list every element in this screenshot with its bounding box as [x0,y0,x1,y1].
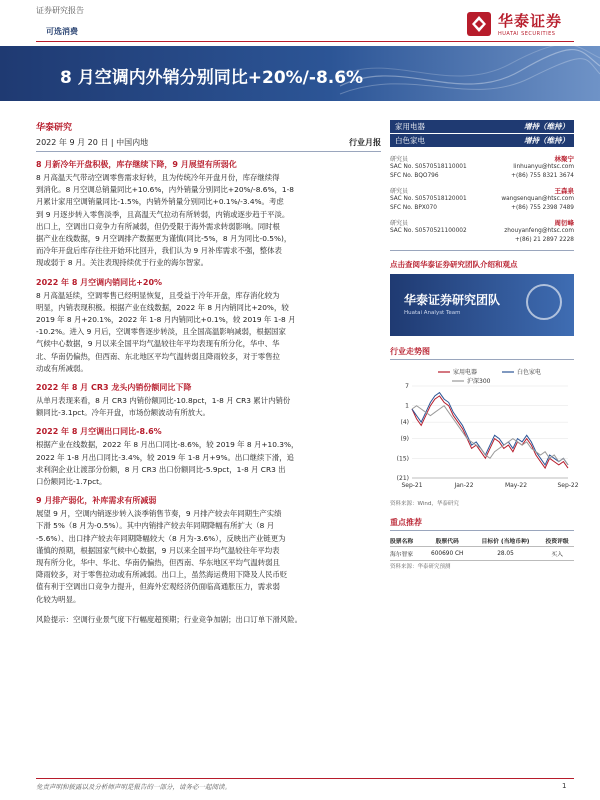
banner-subheading: Huatai Analyst Team [404,310,461,316]
analyst-card [390,218,574,245]
section-line: 而冷年开盘后库存往往开始环比回升，我们认为 9 月补库需求不强，整体表 [36,246,282,256]
analyst-sfc: SFC No. BPX070 [390,205,437,211]
section-heading: 9 月排产弱化，补库需求有所减弱 [36,496,157,506]
y-tick-label: (9) [400,435,409,443]
legend-label: 沪深300 [467,378,491,385]
section-body [36,395,381,419]
section-line: 根据产业在线数据，2022 年 8 月出口同比-8.6%，较 2019 年 8 月+10.3%， [36,440,299,450]
report-region: 中国内地 [116,138,149,147]
section-line: 现有所分化，华中、华北、华南仍偏热，但西南、华东地区平均气温转弱且 [36,558,280,568]
table-row [390,547,574,561]
report-title: 8 月空调内外销分别同比+20%/-8.6% [60,68,364,88]
sidebar [390,120,579,570]
legend-label: 白色家电 [517,369,542,376]
meta-row: 2022 年 9 月 20 日 | 中国内地 行业月报 [36,137,381,152]
report-type: 行业月报 [349,138,381,147]
section-body [36,290,381,375]
section-line: 下滑 5%（8 月为-0.5%）。其中内销排产较去年同期降幅有所扩大（8 月 [36,521,275,531]
disclaimer: 免责声明和披露以及分析师声明是报告的一部分，请务必一起阅读。 [36,783,231,791]
section-line: 现或弱于 8 月。关注表现持续优于行业的海尔智家。 [36,258,208,268]
section-body [36,172,381,270]
banner-heading: 华泰证券研究团队 [404,293,501,307]
section-line: 化较为明显。 [36,594,81,604]
section-line: 8 月高温天气带动空调零售需求好转，且为传统冷年开盘月份，库存继续得 [36,173,280,182]
logo-en: HUATAI SECURITIES [498,31,556,37]
section-body [36,439,381,488]
y-tick-label: 1 [405,402,409,410]
analyst-email[interactable]: linhuanyu@htsc.com [513,164,574,170]
wave-decoration-icon [340,46,600,101]
section-heading: 2022 年 8 月空调内销同比+20% [36,277,163,287]
y-tick-label: (4) [400,419,409,427]
research-team-banner[interactable] [390,274,574,336]
rec-header-cell: 股票代码 [435,539,459,545]
series-line-2 [412,406,568,465]
analyst-sac: SAC No. S0570521100002 [390,228,467,234]
section-line: 2019 年 8 月+20.1%，2022 年 1-8 月内销同比+0.1%，较 2019 年 1-8 月 [36,315,296,325]
rating-sector: 家用电器 [395,122,425,131]
analyst-role: 研究员 [390,156,409,163]
section-line: 月累计家用空调销量同比-1.5%，内销外销量分别同比+0.1%/-3.4%。考虑 [36,197,284,207]
analyst-sac: SAC No. S0570518120001 [390,196,467,202]
rec-header-row [390,535,574,547]
section-line: 到 9 月逐步转入零售淡季，且高温天气拉动有所转弱，内销或逐步趋于平淡。 [36,209,290,219]
x-tick-label: Sep-21 [401,482,423,489]
x-tick-label: Jan-22 [454,482,474,489]
analyst-email[interactable]: wangsenquan@htsc.com [501,196,574,202]
section [36,277,381,375]
rec-title: 重点推荐 [390,517,574,531]
analyst-phone: +(86) 21 2897 2228 [514,237,574,243]
main-column [36,120,381,625]
analyst-card [390,186,574,213]
analyst-name: 王森泉 [554,187,574,195]
sector-tag: 可选消费 [46,27,78,36]
recommendation-table [390,535,574,561]
analyst-head [390,218,574,227]
legend-label: 家用电器 [453,369,478,376]
section-line: 降雨较多，对于零售拉动或有所减弱。出口上，虽然海运费用下降及人民币贬 [36,570,288,580]
section-line: 出口上，空调出口竞争力有所减弱，但仍受限于海外需求转弱影响。同时根 [36,221,280,231]
banner-globe-icon [526,284,562,320]
trend-title: 行业走势图 [390,346,574,360]
trend-source: 资料来源：Wind，华泰研究 [390,501,459,507]
ratings [390,120,574,147]
risk-note: 风险提示：空调行业景气度下行幅度超预期；行业竞争加剧；出口订单下滑风险。 [36,614,303,624]
logo-cn: 华泰证券 [498,12,563,30]
rec-header-cell: 目标价 (当地币种) [481,539,530,545]
analyst-role: 研究员 [390,188,409,195]
rating-value: 增持（维持） [524,136,569,145]
sections [36,159,381,606]
section-line: 据产业在线数据，9 月空调排产数据更为谨慎(同比-5%，8 月为同比-0.5%)， [36,234,292,244]
rating-row [390,120,574,133]
section-line: 求利润企业让渡部分份额，8 月 CR3 出口份额同比-5.9pct，1-8 月 CR3 出 [36,464,286,474]
analyst-sfc: SFC No. BQO796 [390,173,439,179]
analyst-line [390,227,574,236]
section-line: 值有利于空调出口竞争力提升，但海外宏观经济仍面临高通胀压力，需求弱 [36,582,280,592]
section-body [36,508,381,606]
rec-header-cell: 投资评级 [545,539,569,545]
analyst-email[interactable]: zhouyanfeng@htsc.com [504,228,574,234]
analyst-line [390,163,574,172]
y-tick-label: (15) [396,455,409,463]
section-line: 动或有所减弱。 [36,363,88,373]
logo [466,10,562,37]
title-banner [0,46,600,101]
section-line: -10.2%。进入 9 月后，空调零售逐步转淡，且全国高温影响减弱，根据国家 [36,327,286,337]
analyst-head [390,186,574,195]
rating-sector: 白色家电 [395,136,425,145]
analyst-head [390,154,574,163]
section [36,495,381,606]
section-heading: 8 月新冷年开盘积极，库存继续下降，9 月展望有所弱化 [36,160,237,169]
footer-divider [36,778,574,779]
section-line: 2022 年 1-8 月出口同比-3.4%，较 2019 年 1-8 月+9%。出口继续下滑，追 [36,452,294,462]
rating-value: 增持（维持） [524,122,569,131]
section-line: 气候中心数据，9 月以来全国平均气温较往年平均表现有所分化，华中、华 [36,339,280,349]
rec-body [390,547,574,561]
section-line: 额同比-3.1pct。冷年开盘，市场份额波动有所放大。 [36,408,210,418]
section [36,426,381,488]
section-line: -5.6%）、出口排产较去年同期降幅较大（8 月为-3.6%），反映出产业链更为 [36,533,286,543]
analyst-line [390,236,574,245]
section-heading: 2022 年 8 月空调出口同比-8.6% [36,427,162,437]
rec-cell: 买入 [540,547,574,561]
header-divider [36,41,574,42]
rating-row [390,134,574,147]
section-heading: 2022 年 8 月 CR3 龙头内销份额同比下降 [36,383,192,393]
analyst-line [390,195,574,204]
banner-title[interactable]: 点击查阅华泰证券研究团队介绍和观点 [390,260,518,269]
section [36,382,381,419]
analyst-name: 周衍峰 [554,219,574,227]
doc-type: 证券研究报告 [36,6,84,15]
analyst-phone: +(86) 755 8321 3674 [511,173,574,179]
author-org: 华泰研究 [36,123,73,133]
huatai-logo-icon [466,11,492,37]
section-line: 展望 9 月，空调内销逐步转入淡季销售节奏，9 月排产较去年同期生产实绩 [36,509,282,519]
section-line: 到消化。8 月空调总销量同比+10.6%，内外销量分别同比+20%/-8.6%，1-8 [36,185,294,195]
analyst-line [390,172,574,181]
section-line: 8 月高温延续，空调零售已经明显恢复，且受益于冷年开盘，库存消化较为 [36,290,280,300]
analyst-phone: +(86) 755 2398 7489 [511,205,574,211]
rec-header-cell: 股票名称 [390,539,414,545]
y-tick-label: 7 [405,383,409,390]
rec-source: 资料来源：华泰研究预测 [390,564,451,570]
x-tick-label: Sep-22 [557,482,579,489]
section [36,159,381,270]
section-line: 北、华南仍偏热，但西南、东北地区平均气温转弱且降雨较多，对于零售拉 [36,351,280,361]
rec-cell: 600690 CH [424,547,471,561]
page-number: 1 [562,782,567,790]
rec-cell: 海尔智家 [390,547,424,561]
analyst-name: 林聚宁 [554,155,574,163]
section-line: 从单月表现来看，8 月 CR3 内销份额同比-10.8pct，1-8 月 CR3 累计内销份 [36,396,291,406]
section-line: 谨慎的预期，根据国家气候中心数据，9 月以来全国平均气温较往年平均表 [36,545,280,555]
section-line: 口份额同比-1.7pct。 [36,477,107,487]
section-line: 明显，内销表现积极。根据产业在线数据，2022 年 8 月内销同比+20%，较 [36,302,289,312]
analyst-line [390,204,574,213]
industry-trend-chart [390,364,579,494]
analyst-role: 研究员 [390,220,409,227]
y-tick-label: (21) [396,475,409,482]
analyst-sac: SAC No. S0570518110001 [390,164,467,170]
report-date: 2022 年 9 月 20 日 [36,138,109,147]
sidebar-divider [390,250,574,251]
analyst-card [390,154,574,181]
rec-cell: 28.05 [471,547,541,561]
series-line-0 [412,396,568,468]
analysts [390,154,574,245]
series-line-1 [412,393,568,465]
x-tick-label: May-22 [504,482,528,489]
